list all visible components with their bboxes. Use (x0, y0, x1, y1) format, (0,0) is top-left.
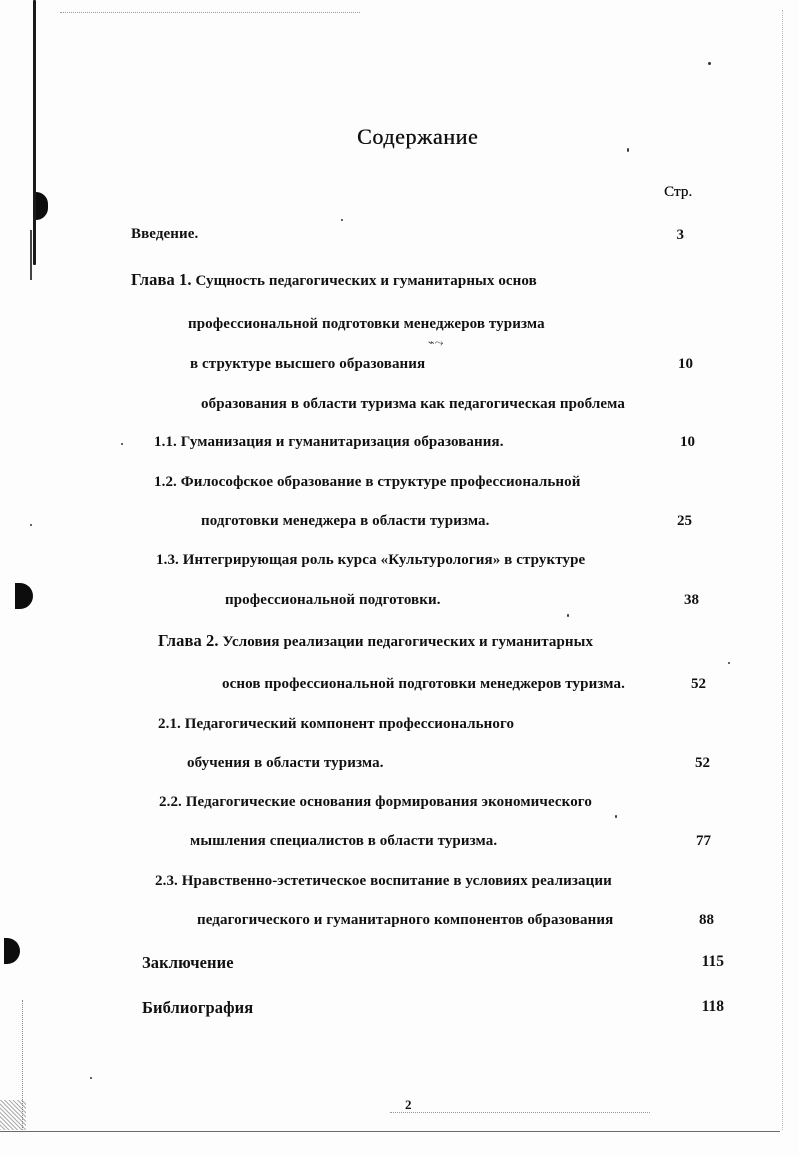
toc-entry-line: образования в области туризма как педагогическая проблема (201, 396, 625, 412)
scan-bottom-line (0, 1131, 780, 1132)
toc-page-number: 77 (696, 833, 711, 849)
toc-page-number: 10 (680, 434, 695, 450)
toc-entry-line: подготовки менеджера в области туризма. (201, 513, 490, 529)
toc-entry-line: в структуре высшего образования (190, 356, 426, 372)
toc-page-number: 88 (699, 912, 714, 928)
scan-right-artifact (782, 10, 784, 1130)
chapter-title: Условия реализации педагогических и гуманитарных (222, 634, 594, 650)
scan-speck (708, 62, 711, 65)
toc-entry-line: профессиональной подготовки менеджеров туризма (188, 316, 545, 332)
scan-top-artifact (60, 0, 360, 13)
toc-chapter-2 (158, 631, 593, 651)
toc-entry-introduction: Введение. (131, 226, 199, 242)
toc-entry-bibliography: Библиография (142, 998, 254, 1017)
toc-entry-line: мышления специалистов в области туризма. (190, 833, 498, 849)
scan-speck (341, 219, 343, 221)
page-column-label: Стр. (664, 184, 693, 200)
scan-speck (90, 1077, 92, 1079)
scan-speck (567, 614, 569, 617)
toc-page-number: 115 (701, 953, 724, 970)
scan-speck (615, 815, 617, 818)
toc-entry-line: профессиональной подготовки. (225, 592, 441, 608)
chapter-number: Глава 2. (158, 631, 219, 650)
toc-chapter-1 (131, 270, 537, 290)
toc-page-number: 52 (691, 676, 706, 692)
toc-entry-conclusion: Заключение (142, 953, 234, 972)
scan-edge-line (30, 230, 32, 280)
toc-page-number: 3 (676, 227, 684, 243)
scan-corner-noise (0, 1100, 26, 1130)
toc-section-2-2: 2.2. Педагогические основания формирования экономического (159, 794, 592, 810)
page-number: 2 (405, 1097, 412, 1112)
scan-speck (728, 662, 730, 664)
scan-speck (121, 443, 123, 445)
scan-scribble: ⌁⤳ (428, 336, 444, 349)
scan-speck (30, 524, 32, 526)
toc-section-2-1: 2.1. Педагогический компонент профессионального (158, 716, 515, 732)
chapter-number: Глава 1. (131, 270, 192, 289)
scan-bottom-artifact (390, 1112, 650, 1114)
scan-speck (627, 148, 629, 152)
toc-page-number: 52 (695, 755, 710, 771)
chapter-title: Сущность педагогических и гуманитарных основ (195, 273, 537, 289)
toc-section-2-3: 2.3. Нравственно-эстетическое воспитание в условиях реализации (155, 873, 612, 889)
toc-page-number: 10 (678, 356, 693, 372)
scan-edge-line (33, 0, 36, 265)
toc-page-number: 25 (677, 513, 692, 529)
toc-entry-line: основ профессиональной подготовки менеджеров туризма. (222, 676, 625, 692)
toc-section-1-1: 1.1. Гуманизация и гуманитаризация образования. (154, 434, 504, 450)
punch-hole-mark (4, 938, 20, 964)
page-title: Содержание (357, 124, 479, 149)
punch-hole-mark (36, 192, 48, 220)
toc-page-number: 118 (701, 998, 724, 1015)
toc-section-1-2: 1.2. Философское образование в структуре профессиональной (154, 474, 581, 490)
toc-entry-line: обучения в области туризма. (187, 755, 384, 771)
toc-section-1-3: 1.3. Интегрирующая роль курса «Культурология» в структуре (156, 552, 586, 568)
punch-hole-mark (15, 583, 33, 609)
toc-page-number: 38 (684, 592, 699, 608)
toc-entry-line: педагогического и гуманитарного компонентов образования (197, 912, 614, 928)
